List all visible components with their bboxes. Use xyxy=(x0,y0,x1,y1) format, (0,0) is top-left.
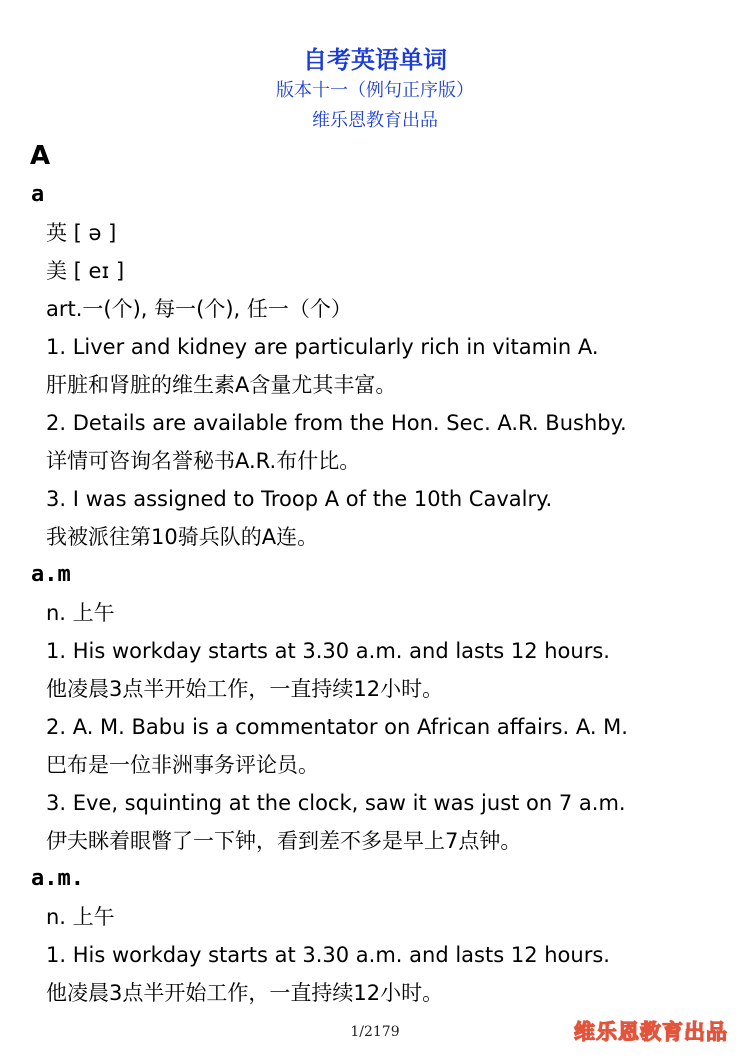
example-zh: 详情可咨询名誉秘书A.R.布什比。 xyxy=(46,449,361,473)
example-zh: 他凌晨3点半开始工作，一直持续12小时。 xyxy=(46,677,444,701)
example-en: 2. Details are available from the Hon. Sec. A.R. Bushby. xyxy=(46,411,627,435)
example-en: 2. A. M. Babu is a commentator on African affairs. A. M. xyxy=(46,715,628,739)
example-en: 1. His workday starts at 3.30 a.m. and lasts 12 hours. xyxy=(46,639,610,663)
page-number: 1/2179 xyxy=(350,1024,400,1040)
entry-am xyxy=(0,556,750,860)
definition: n. 上午 xyxy=(46,905,115,929)
example-en: 1. Liver and kidney are particularly rich in vitamin A. xyxy=(46,335,599,359)
definition: n. 上午 xyxy=(46,601,115,625)
entry-word: a.m. xyxy=(31,866,84,891)
example-en: 1. His workday starts at 3.30 a.m. and lasts 12 hours. xyxy=(46,943,610,967)
pronunciation-us: 美 [ eɪ ] xyxy=(46,259,125,283)
document-subtitle: 版本十一（例句正序版） xyxy=(276,80,474,101)
example-en: 3. I was assigned to Troop A of the 10th Cavalry. xyxy=(46,487,553,511)
definition: art.一(个), 每一(个), 任一（个） xyxy=(46,297,352,321)
entry-a xyxy=(0,176,750,556)
example-en: 3. Eve, squinting at the clock, saw it was just on 7 a.m. xyxy=(46,791,626,815)
document-publisher: 维乐恩教育出品 xyxy=(312,110,438,131)
publisher-watermark: 维乐恩教育出品 xyxy=(574,1020,728,1044)
example-zh: 我被派往第10骑兵队的A连。 xyxy=(46,525,319,549)
example-zh: 肝脏和肾脏的维生素A含量尤其丰富。 xyxy=(46,373,397,397)
example-zh: 伊夫眯着眼瞥了一下钟，看到差不多是早上7点钟。 xyxy=(46,829,522,853)
section-letter: A xyxy=(30,141,51,171)
entry-word: a xyxy=(31,182,45,207)
example-zh: 巴布是一位非洲事务评论员。 xyxy=(46,753,319,777)
entry-am-dot xyxy=(0,860,750,1012)
pronunciation-uk: 英 [ ə ] xyxy=(46,221,117,245)
entry-list xyxy=(0,176,750,1012)
entry-word: a.m xyxy=(31,562,71,587)
document-title: 自考英语单词 xyxy=(303,46,447,74)
example-zh: 他凌晨3点半开始工作，一直持续12小时。 xyxy=(46,981,444,1005)
